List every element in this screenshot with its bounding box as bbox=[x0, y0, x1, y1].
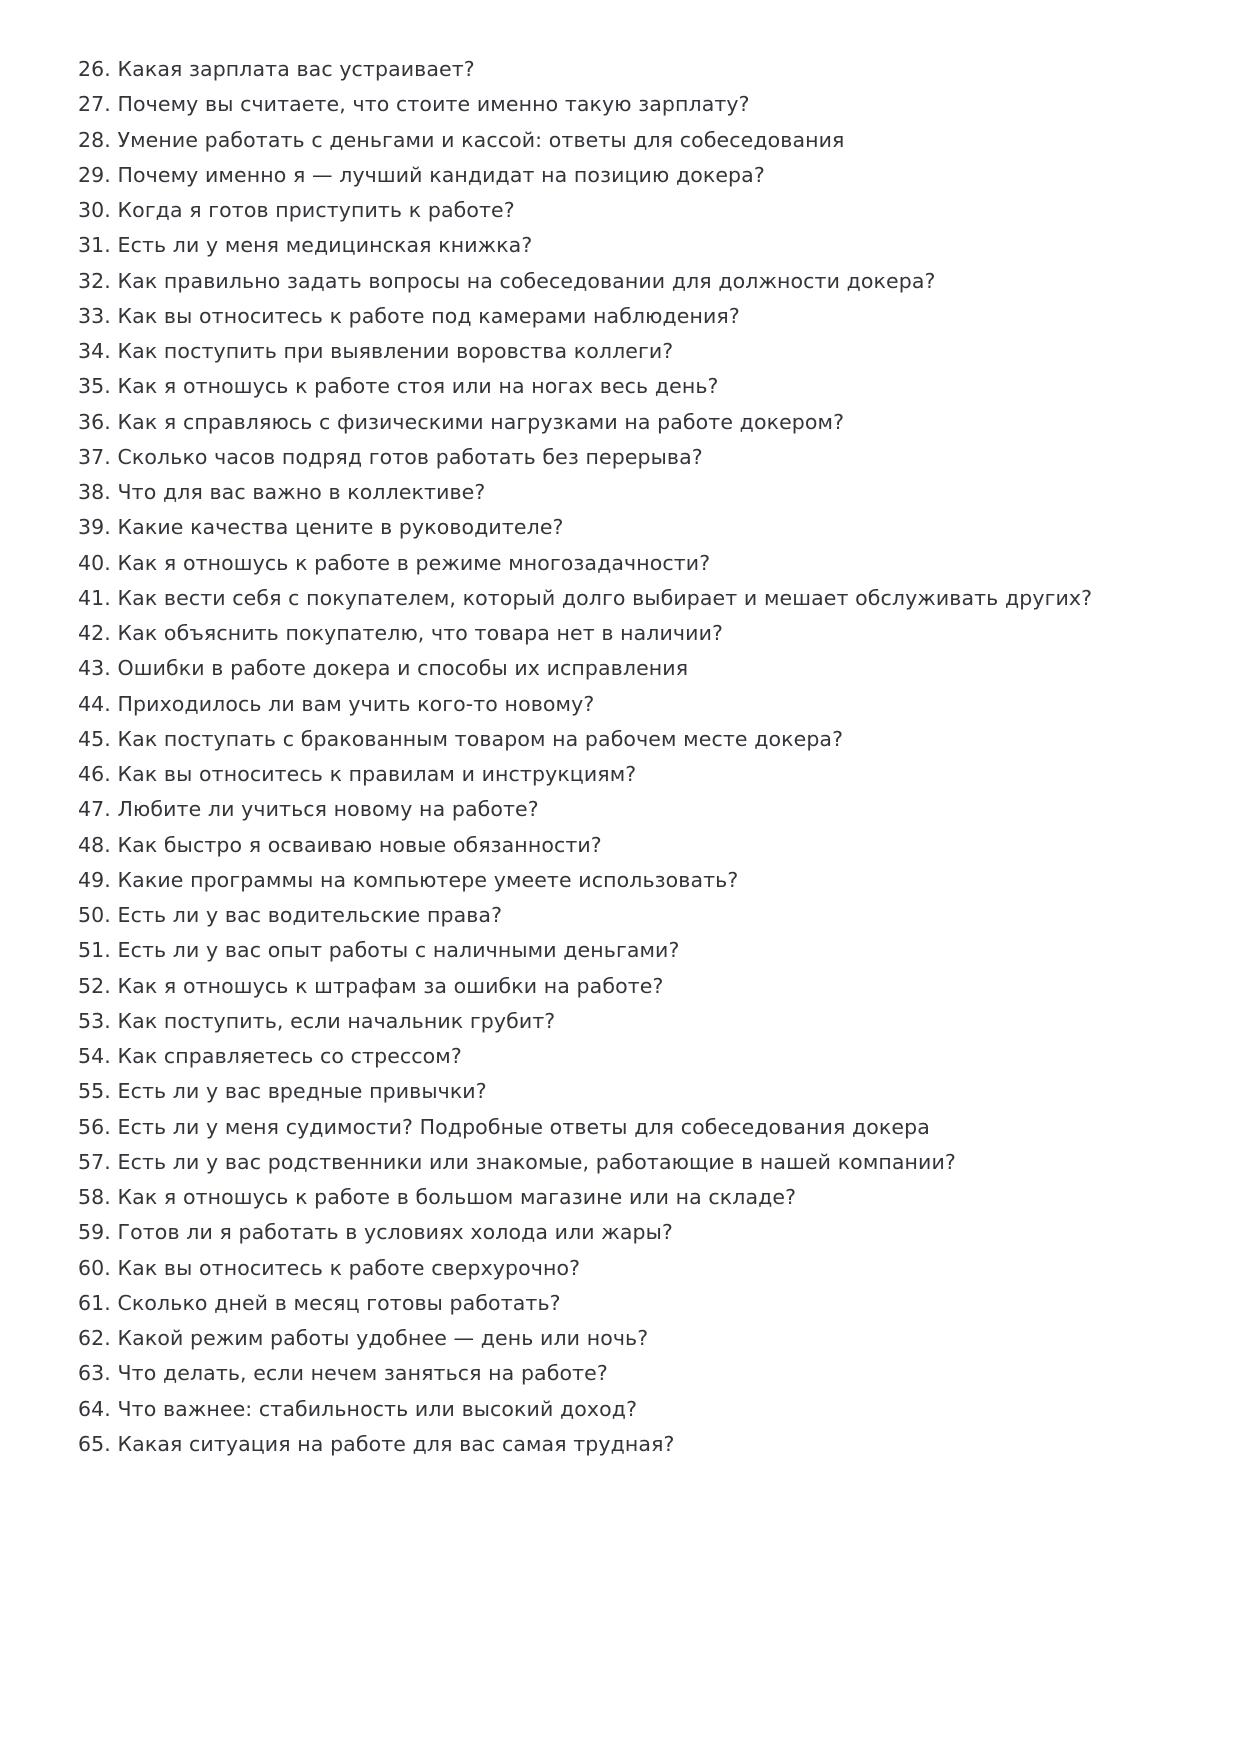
list-item: 51. Есть ли у вас опыт работы с наличными деньгами? bbox=[78, 938, 680, 963]
list-item: 27. Почему вы считаете, что стоите именно такую зарплату? bbox=[78, 92, 750, 117]
list-item: 54. Как справляетесь со стрессом? bbox=[78, 1044, 462, 1068]
list-item: 60. Как вы относитесь к работе сверхурочно? bbox=[78, 1255, 581, 1280]
list-item: 42. Как объяснить покупателю, что товара нет в наличии? bbox=[78, 621, 723, 645]
list-item: 30. Когда я готов приступить к работе? bbox=[78, 198, 515, 222]
list-item: 56. Есть ли у меня судимости? Подробные ответы для собеседования докера bbox=[78, 1114, 930, 1139]
list-item: 26. Какая зарплата вас устраивает? bbox=[78, 57, 475, 81]
list-item: 38. Что для вас важно в коллективе? bbox=[78, 480, 486, 504]
list-item: 37. Сколько часов подряд готов работать без перерыва? bbox=[78, 444, 703, 469]
list-item: 58. Как я отношусь к работе в большом магазине или на складе? bbox=[78, 1185, 797, 1209]
list-item: 46. Как вы относитесь к правилам и инструкциям? bbox=[78, 762, 637, 786]
list-item: 33. Как вы относитесь к работе под камерами наблюдения? bbox=[78, 303, 740, 328]
list-item: 43. Ошибки в работе докера и способы их исправления bbox=[78, 656, 689, 681]
list-item: 41. Как вести себя с покупателем, который долго выбирает и мешает обслуживать других? bbox=[78, 585, 1093, 610]
list-item: 31. Есть ли у меня медицинская книжка? bbox=[78, 233, 533, 258]
question-list bbox=[78, 52, 1169, 1462]
list-item: 47. Любите ли учиться новому на работе? bbox=[78, 797, 539, 822]
list-item: 61. Сколько дней в месяц готовы работать? bbox=[78, 1290, 561, 1315]
list-item: 50. Есть ли у вас водительские права? bbox=[78, 903, 503, 927]
list-item: 34. Как поступить при выявлении воровства коллеги? bbox=[78, 339, 674, 363]
list-item: 55. Есть ли у вас вредные привычки? bbox=[78, 1079, 487, 1104]
list-item: 28. Умение работать с деньгами и кассой: ответы для собеседования bbox=[78, 127, 845, 152]
list-item: 39. Какие качества цените в руководителе? bbox=[78, 515, 564, 540]
list-item: 44. Приходилось ли вам учить кого-то новому? bbox=[78, 691, 595, 716]
list-item: 45. Как поступать с бракованным товаром на рабочем месте докера? bbox=[78, 726, 844, 751]
list-item: 57. Есть ли у вас родственники или знакомые, работающие в нашей компании? bbox=[78, 1149, 956, 1174]
list-item: 62. Какой режим работы удобнее — день или ночь? bbox=[78, 1326, 649, 1350]
list-item: 29. Почему именно я — лучший кандидат на позицию докера? bbox=[78, 162, 765, 187]
list-item: 49. Какие программы на компьютере умеете использовать? bbox=[78, 867, 739, 892]
list-item: 40. Как я отношусь к работе в режиме многозадачности? bbox=[78, 550, 711, 575]
list-item: 52. Как я отношусь к штрафам за ошибки на работе? bbox=[78, 973, 664, 998]
list-item: 65. Какая ситуация на работе для вас самая трудная? bbox=[78, 1431, 675, 1456]
list-item: 59. Готов ли я работать в условиях холода или жары? bbox=[78, 1220, 673, 1245]
list-item: 36. Как я справляюсь с физическими нагрузками на работе докером? bbox=[78, 409, 845, 434]
list-item: 53. Как поступить, если начальник грубит? bbox=[78, 1008, 556, 1033]
list-item: 63. Что делать, если нечем заняться на работе? bbox=[78, 1361, 608, 1386]
list-item: 35. Как я отношусь к работе стоя или на ногах весь день? bbox=[78, 374, 719, 399]
list-item: 64. Что важнее: стабильность или высокий доход? bbox=[78, 1396, 638, 1421]
list-item: 32. Как правильно задать вопросы на собеседовании для должности докера? bbox=[78, 268, 936, 293]
list-item: 48. Как быстро я осваиваю новые обязанности? bbox=[78, 832, 602, 857]
